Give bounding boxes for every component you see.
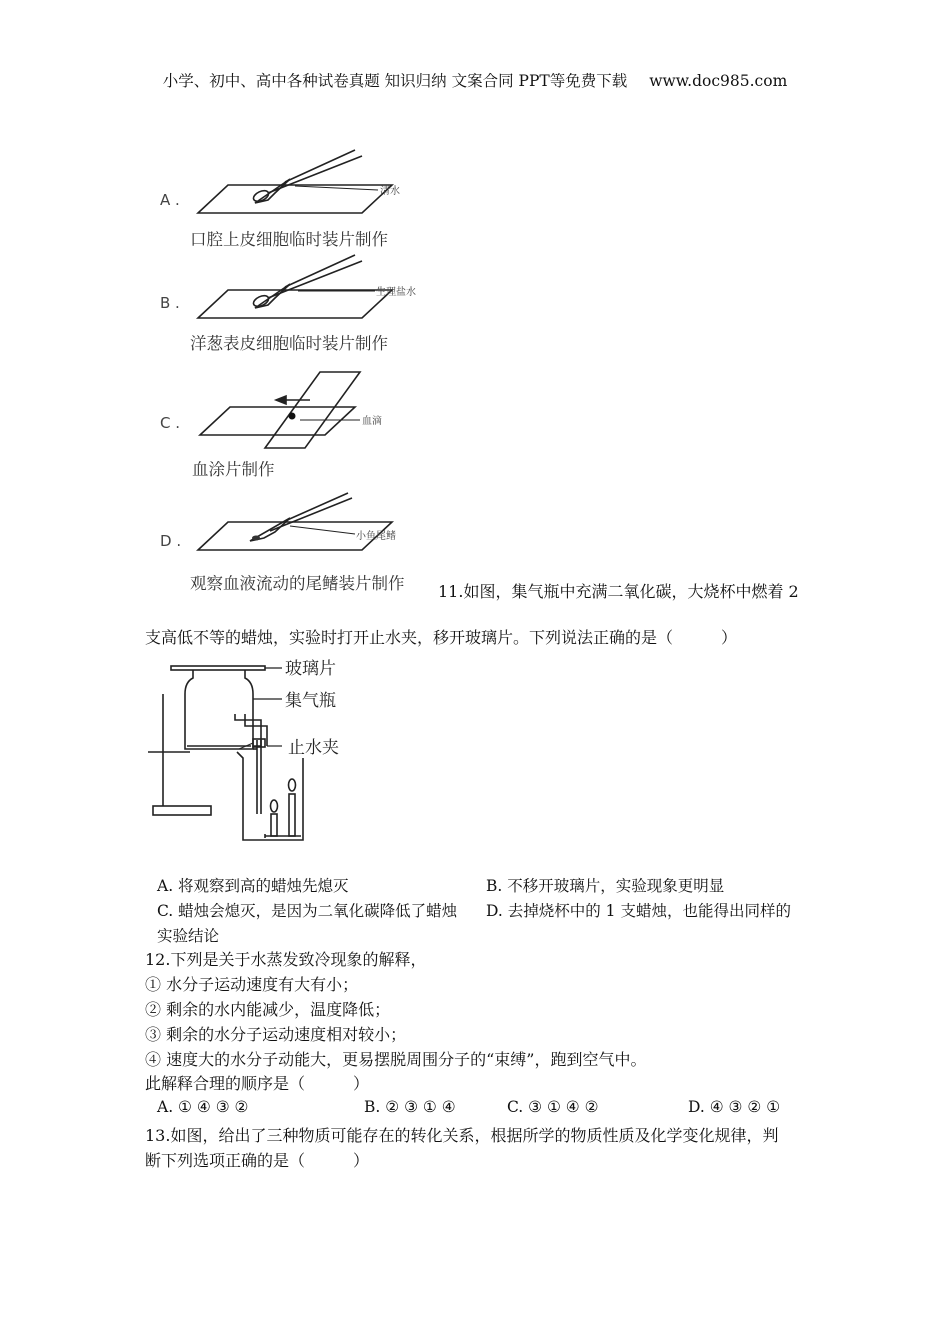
q12-stem: 12.下列是关于水蒸发致冷现象的解释，	[145, 950, 427, 969]
option-a-caption: 口腔上皮细胞临时装片制作	[190, 230, 388, 249]
option-b-label: 生理盐水	[376, 287, 416, 298]
q10-diagrams	[150, 148, 440, 598]
q12-item-4: ④ 速度大的水分子动能大，更易摆脱周围分子的“束缚”，跑到空气中。	[145, 1050, 647, 1069]
option-c-label: 血滴	[362, 416, 382, 427]
option-b-letter: B .	[160, 294, 180, 312]
q11-option-c: C. 蜡烛会熄灭，是因为二氧化碳降低了蜡烛	[157, 902, 458, 920]
q12-option-d: D. ④ ③ ② ①	[688, 1098, 781, 1116]
q12-question: 此解释合理的顺序是（ ）	[145, 1074, 370, 1093]
option-c-caption: 血涂片制作	[192, 460, 275, 479]
q11-stem-line2: 支高低不等的蜡烛，实验时打开止水夹，移开玻璃片。下列说法正确的是（ ）	[145, 628, 738, 647]
option-d-label: 小鱼尾鳍	[356, 531, 396, 542]
tall-candle	[289, 794, 295, 836]
label-gas-bottle: 集气瓶	[285, 691, 336, 711]
glass-plate	[171, 666, 265, 670]
q13-line1: 13.如图，给出了三种物质可能存在的转化关系，根据所学的物质性质及化学变化规律，判	[145, 1126, 779, 1145]
page-header	[0, 69, 950, 91]
q12-option-c: C. ③ ① ④ ②	[507, 1098, 599, 1116]
option-a-label: 清水	[380, 186, 400, 197]
q11-stem-line1: 11.如图，集气瓶中充满二氧化碳，大烧杯中燃着 2	[438, 582, 799, 601]
header-text: 小学、初中、高中各种试卷真题 知识归纳 文案合同 PPT等免费下载	[162, 72, 628, 90]
q11-option-b: B. 不移开玻璃片，实验现象更明显	[486, 877, 725, 895]
beaker	[237, 752, 303, 840]
option-d-letter: D .	[160, 532, 182, 550]
option-b-caption: 洋葱表皮细胞临时装片制作	[190, 334, 388, 353]
label-clamp: 止水夹	[288, 738, 339, 758]
label-glass-plate: 玻璃片	[285, 659, 336, 679]
q11-option-c-cont: 实验结论	[157, 927, 220, 945]
header-url: www.doc985.com	[649, 72, 788, 90]
q12-option-a: A. ① ④ ③ ②	[157, 1098, 249, 1116]
q12-option-b: B. ② ③ ① ④	[364, 1098, 456, 1116]
q12-item-2: ② 剩余的水内能减少，温度降低；	[145, 1000, 391, 1019]
short-candle	[271, 814, 277, 836]
gas-bottle	[185, 670, 253, 749]
option-c-letter: C .	[160, 414, 181, 432]
option-a-letter: A .	[160, 191, 180, 209]
q11-figure	[145, 654, 365, 844]
slide-b	[198, 290, 392, 318]
co2-apparatus	[145, 654, 365, 844]
q12-item-1: ① 水分子运动速度有大有小；	[145, 975, 359, 994]
q13-line2: 断下列选项正确的是（ ）	[145, 1151, 370, 1170]
q11-option-d: D. 去掉烧杯中的 1 支蜡烛，也能得出同样的	[486, 902, 791, 920]
q12-item-3: ③ 剩余的水分子运动速度相对较小；	[145, 1025, 407, 1044]
option-d-caption: 观察血液流动的尾鳍装片制作	[190, 574, 405, 593]
q11-option-a: A. 将观察到高的蜡烛先熄灭	[157, 877, 349, 895]
q10-figure	[150, 148, 440, 598]
